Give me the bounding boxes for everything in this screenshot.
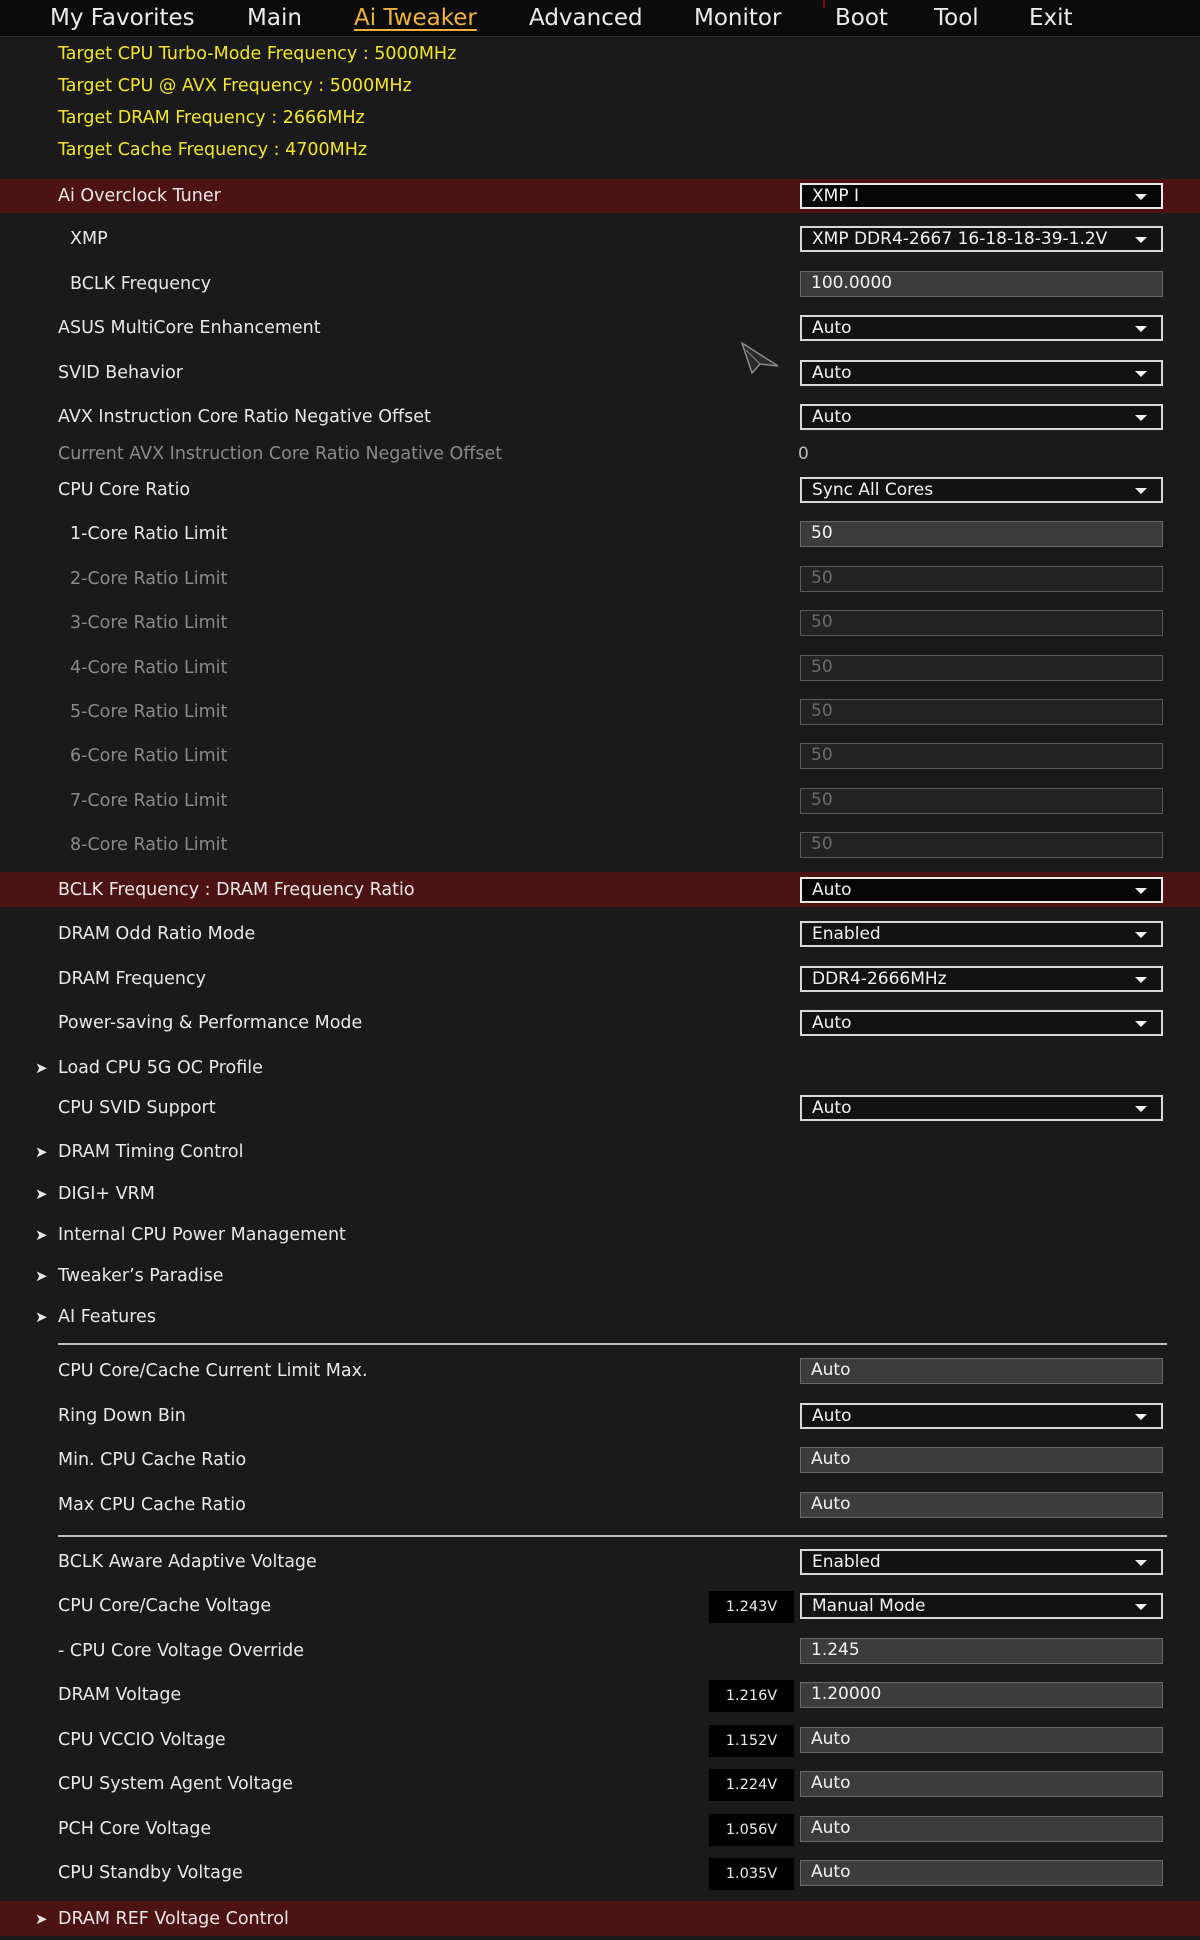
setting-row-cpu-svid-support[interactable] bbox=[0, 1091, 1200, 1125]
setting-label: BCLK Frequency : DRAM Frequency Ratio bbox=[58, 879, 415, 900]
chevron-down-icon bbox=[1135, 1560, 1147, 1566]
dram-odd-ratio-dropdown[interactable]: Enabled bbox=[800, 921, 1163, 947]
setting-label: BCLK Frequency bbox=[70, 274, 212, 294]
nav-divider bbox=[823, 0, 825, 8]
target-cpu-turbo-frequency: Target CPU Turbo-Mode Frequency : 5000MHz bbox=[58, 44, 457, 64]
setting-row-cache-current-limit[interactable] bbox=[0, 1354, 1200, 1388]
setting-row-system-agent-voltage[interactable] bbox=[0, 1767, 1200, 1801]
setting-label: - CPU Core Voltage Override bbox=[58, 1641, 305, 1661]
setting-row-multicore-enhancement[interactable] bbox=[0, 311, 1200, 345]
setting-label: Ring Down Bin bbox=[58, 1406, 186, 1426]
tab-boot[interactable]: Boot bbox=[835, 5, 888, 31]
submenu-label: DIGI+ VRM bbox=[58, 1184, 155, 1204]
current-avx-offset-value: 0 bbox=[798, 444, 809, 464]
xmp-dropdown[interactable]: XMP DDR4-2667 16-18-18-39-1.2V bbox=[800, 226, 1163, 252]
setting-row-ai-overclock-tuner[interactable] bbox=[0, 179, 1200, 213]
target-dram-frequency: Target DRAM Frequency : 2666MHz bbox=[58, 108, 365, 128]
submenu-arrow-icon: ➤ bbox=[35, 1185, 48, 1203]
tab-exit[interactable]: Exit bbox=[1029, 5, 1073, 31]
setting-row-bclk-frequency[interactable] bbox=[0, 267, 1200, 301]
setting-row-vccio-voltage[interactable] bbox=[0, 1723, 1200, 1757]
setting-label: CPU Core Ratio bbox=[58, 480, 191, 500]
avx-offset-dropdown[interactable]: Auto bbox=[800, 404, 1163, 430]
submenu-dram-ref-voltage-control[interactable] bbox=[0, 1901, 1200, 1936]
setting-label: BCLK Aware Adaptive Voltage bbox=[58, 1552, 317, 1572]
setting-row-pch-core-voltage[interactable] bbox=[0, 1812, 1200, 1846]
setting-label: SVID Behavior bbox=[58, 363, 183, 383]
setting-row-bclk-dram-ratio[interactable] bbox=[0, 872, 1200, 907]
setting-label: DRAM Frequency bbox=[58, 969, 206, 989]
bclk-adaptive-voltage-dropdown[interactable]: Enabled bbox=[800, 1549, 1163, 1575]
setting-row-dram-frequency[interactable] bbox=[0, 962, 1200, 996]
setting-label: 8-Core Ratio Limit bbox=[70, 835, 228, 855]
submenu-dram-timing-control[interactable] bbox=[0, 1135, 1200, 1169]
submenu-arrow-icon: ➤ bbox=[35, 1226, 48, 1244]
chevron-down-icon bbox=[1135, 194, 1147, 200]
setting-label: XMP bbox=[70, 229, 108, 249]
submenu-label: Load CPU 5G OC Profile bbox=[58, 1058, 263, 1078]
5-core-ratio-field: 50 bbox=[800, 699, 1163, 725]
cpu-svid-support-dropdown[interactable]: Auto bbox=[800, 1095, 1163, 1121]
core-voltage-override-field[interactable]: 1.245 bbox=[800, 1638, 1163, 1664]
8-core-ratio-field: 50 bbox=[800, 832, 1163, 858]
setting-label: Ai Overclock Tuner bbox=[58, 186, 221, 206]
setting-label: 4-Core Ratio Limit bbox=[70, 658, 228, 678]
setting-label: PCH Core Voltage bbox=[58, 1819, 212, 1839]
bclk-dram-ratio-dropdown[interactable]: Auto bbox=[800, 877, 1163, 903]
voltage-reading: 1.216V bbox=[709, 1680, 794, 1712]
tab-ai-tweaker[interactable]: Ai Tweaker bbox=[354, 5, 477, 31]
min-cache-ratio-field[interactable]: Auto bbox=[800, 1447, 1163, 1473]
submenu-label: DRAM Timing Control bbox=[58, 1142, 244, 1162]
chevron-down-icon bbox=[1135, 1604, 1147, 1610]
submenu-arrow-icon: ➤ bbox=[35, 1267, 48, 1285]
submenu-arrow-icon: ➤ bbox=[35, 1143, 48, 1161]
svid-behavior-dropdown[interactable]: Auto bbox=[800, 360, 1163, 386]
7-core-ratio-field: 50 bbox=[800, 788, 1163, 814]
tab-my-favorites[interactable]: My Favorites bbox=[50, 5, 195, 31]
system-agent-voltage-field[interactable]: Auto bbox=[800, 1771, 1163, 1797]
cpu-core-ratio-dropdown[interactable]: Sync All Cores bbox=[800, 477, 1163, 503]
section-divider bbox=[58, 1535, 1167, 1537]
setting-row-avx-offset[interactable] bbox=[0, 400, 1200, 434]
mouse-pointer-icon bbox=[740, 340, 780, 374]
1-core-ratio-field[interactable]: 50 bbox=[800, 521, 1163, 547]
pch-core-voltage-field[interactable]: Auto bbox=[800, 1816, 1163, 1842]
3-core-ratio-field: 50 bbox=[800, 610, 1163, 636]
chevron-down-icon bbox=[1135, 888, 1147, 894]
dram-frequency-dropdown[interactable]: DDR4-2666MHz bbox=[800, 966, 1163, 992]
section-divider bbox=[58, 1343, 1167, 1345]
chevron-down-icon bbox=[1135, 977, 1147, 983]
top-nav bbox=[0, 0, 1200, 37]
setting-row-xmp[interactable] bbox=[0, 222, 1200, 256]
setting-label: 6-Core Ratio Limit bbox=[70, 746, 228, 766]
voltage-reading: 1.035V bbox=[709, 1858, 794, 1890]
submenu-arrow-icon: ➤ bbox=[35, 1308, 48, 1326]
setting-row-7-core-ratio-limit bbox=[0, 784, 1200, 818]
chevron-down-icon bbox=[1135, 1414, 1147, 1420]
tab-monitor[interactable]: Monitor bbox=[694, 5, 782, 31]
6-core-ratio-field: 50 bbox=[800, 743, 1163, 769]
setting-label: CPU Core/Cache Current Limit Max. bbox=[58, 1361, 368, 1381]
setting-label: ASUS MultiCore Enhancement bbox=[58, 318, 321, 338]
cache-current-limit-field[interactable]: Auto bbox=[800, 1358, 1163, 1384]
standby-voltage-field[interactable]: Auto bbox=[800, 1860, 1163, 1886]
setting-label: 2-Core Ratio Limit bbox=[70, 569, 228, 589]
submenu-arrow-icon: ➤ bbox=[35, 1909, 48, 1928]
setting-row-dram-voltage[interactable] bbox=[0, 1678, 1200, 1712]
setting-row-cpu-core-ratio[interactable] bbox=[0, 473, 1200, 507]
submenu-digi-vrm[interactable] bbox=[0, 1177, 1200, 1211]
core-cache-voltage-dropdown[interactable]: Manual Mode bbox=[800, 1593, 1163, 1619]
tab-main[interactable]: Main bbox=[247, 5, 302, 31]
setting-label: 1-Core Ratio Limit bbox=[70, 524, 228, 544]
setting-row-max-cache-ratio[interactable] bbox=[0, 1488, 1200, 1522]
setting-label: CPU VCCIO Voltage bbox=[58, 1730, 226, 1750]
voltage-reading: 1.056V bbox=[709, 1814, 794, 1846]
setting-row-dram-odd-ratio[interactable] bbox=[0, 917, 1200, 951]
chevron-down-icon bbox=[1135, 1021, 1147, 1027]
setting-row-standby-voltage[interactable] bbox=[0, 1856, 1200, 1890]
setting-row-core-cache-voltage[interactable] bbox=[0, 1589, 1200, 1623]
setting-row-6-core-ratio-limit bbox=[0, 739, 1200, 773]
submenu-label: Internal CPU Power Management bbox=[58, 1225, 346, 1245]
submenu-tweakers-paradise[interactable] bbox=[0, 1259, 1200, 1293]
vccio-voltage-field[interactable]: Auto bbox=[800, 1727, 1163, 1753]
ring-down-bin-dropdown[interactable]: Auto bbox=[800, 1403, 1163, 1429]
setting-row-4-core-ratio-limit bbox=[0, 651, 1200, 685]
setting-label: Max CPU Cache Ratio bbox=[58, 1495, 246, 1515]
bclk-frequency-field[interactable]: 100.0000 bbox=[800, 271, 1163, 297]
setting-label: Power-saving & Performance Mode bbox=[58, 1013, 363, 1033]
submenu-label: DRAM REF Voltage Control bbox=[58, 1908, 289, 1929]
voltage-reading: 1.243V bbox=[709, 1591, 794, 1623]
submenu-label: Tweaker’s Paradise bbox=[58, 1266, 224, 1286]
setting-label: CPU System Agent Voltage bbox=[58, 1774, 293, 1794]
setting-row-8-core-ratio-limit bbox=[0, 828, 1200, 862]
ai-overclock-tuner-dropdown[interactable]: XMP I bbox=[800, 183, 1163, 209]
dram-voltage-field[interactable]: 1.20000 bbox=[800, 1682, 1163, 1708]
chevron-down-icon bbox=[1135, 488, 1147, 494]
submenu-label: AI Features bbox=[58, 1307, 156, 1327]
voltage-reading: 1.152V bbox=[709, 1725, 794, 1757]
setting-label: AVX Instruction Core Ratio Negative Offset bbox=[58, 407, 431, 427]
submenu-ai-features[interactable] bbox=[0, 1300, 1200, 1334]
setting-row-3-core-ratio-limit bbox=[0, 606, 1200, 640]
tab-tool[interactable]: Tool bbox=[934, 5, 979, 31]
tab-advanced[interactable]: Advanced bbox=[529, 5, 643, 31]
setting-label: Current AVX Instruction Core Ratio Negative Offset bbox=[58, 444, 503, 464]
setting-label: Min. CPU Cache Ratio bbox=[58, 1450, 247, 1470]
setting-row-core-voltage-override[interactable] bbox=[0, 1634, 1200, 1668]
power-saving-mode-dropdown[interactable]: Auto bbox=[800, 1010, 1163, 1036]
setting-label: 7-Core Ratio Limit bbox=[70, 791, 228, 811]
setting-label: 5-Core Ratio Limit bbox=[70, 702, 228, 722]
setting-row-1-core-ratio-limit[interactable] bbox=[0, 517, 1200, 551]
target-cpu-avx-frequency: Target CPU @ AVX Frequency : 5000MHz bbox=[58, 76, 412, 96]
setting-label: CPU Core/Cache Voltage bbox=[58, 1596, 272, 1616]
multicore-enhancement-dropdown[interactable]: Auto bbox=[800, 315, 1163, 341]
setting-row-bclk-adaptive-voltage[interactable] bbox=[0, 1545, 1200, 1579]
chevron-down-icon bbox=[1135, 237, 1147, 243]
submenu-internal-cpu-power-management[interactable] bbox=[0, 1218, 1200, 1252]
chevron-down-icon bbox=[1135, 326, 1147, 332]
submenu-arrow-icon: ➤ bbox=[35, 1059, 48, 1077]
max-cache-ratio-field[interactable]: Auto bbox=[800, 1492, 1163, 1518]
setting-label: CPU Standby Voltage bbox=[58, 1863, 243, 1883]
setting-row-current-avx-offset bbox=[0, 440, 1200, 468]
2-core-ratio-field: 50 bbox=[800, 566, 1163, 592]
setting-row-min-cache-ratio[interactable] bbox=[0, 1443, 1200, 1477]
setting-label: DRAM Voltage bbox=[58, 1685, 182, 1705]
setting-row-2-core-ratio-limit bbox=[0, 562, 1200, 596]
chevron-down-icon bbox=[1135, 1106, 1147, 1112]
setting-row-5-core-ratio-limit bbox=[0, 695, 1200, 729]
setting-row-svid-behavior[interactable] bbox=[0, 356, 1200, 390]
chevron-down-icon bbox=[1135, 415, 1147, 421]
chevron-down-icon bbox=[1135, 371, 1147, 377]
chevron-down-icon bbox=[1135, 932, 1147, 938]
setting-label: DRAM Odd Ratio Mode bbox=[58, 924, 256, 944]
setting-row-ring-down-bin[interactable] bbox=[0, 1399, 1200, 1433]
setting-label: CPU SVID Support bbox=[58, 1098, 216, 1118]
target-cache-frequency: Target Cache Frequency : 4700MHz bbox=[58, 140, 368, 160]
setting-row-power-saving-mode[interactable] bbox=[0, 1006, 1200, 1040]
4-core-ratio-field: 50 bbox=[800, 655, 1163, 681]
submenu-load-cpu-5g-oc-profile[interactable] bbox=[0, 1051, 1200, 1085]
setting-label: 3-Core Ratio Limit bbox=[70, 613, 228, 633]
voltage-reading: 1.224V bbox=[709, 1769, 794, 1801]
